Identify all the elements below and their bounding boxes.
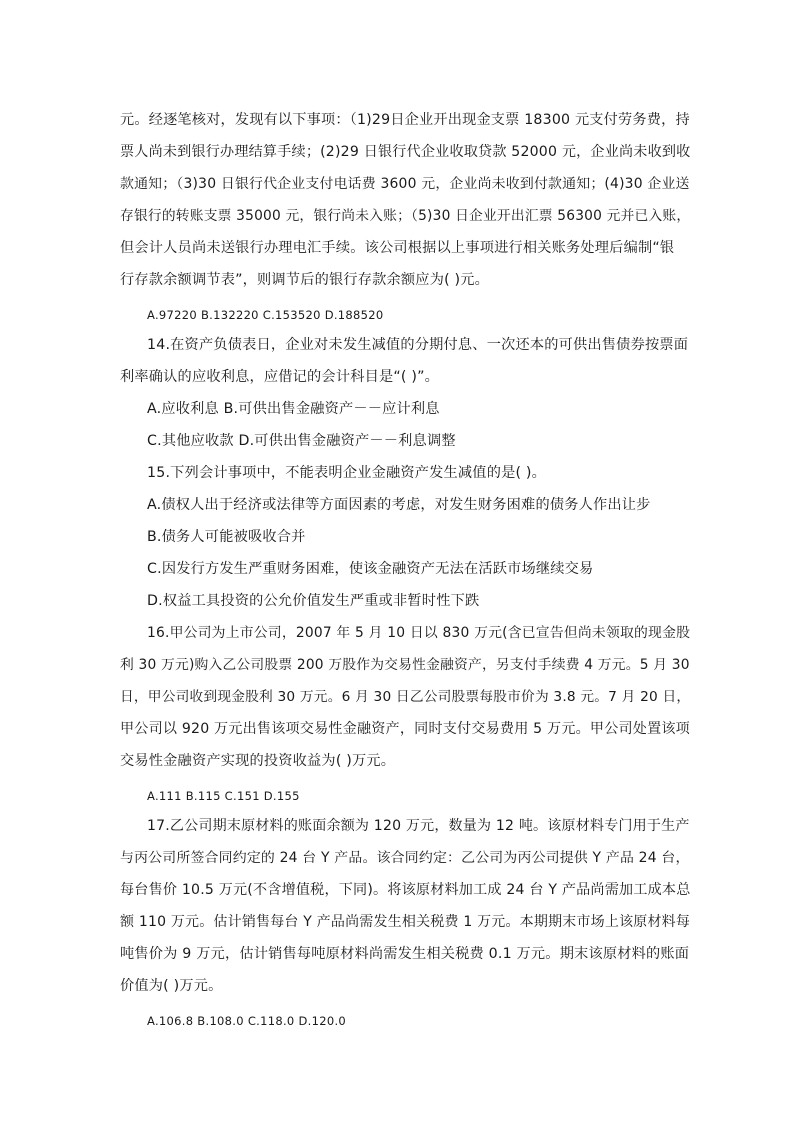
q17-stem-line-5: 吨售价为 9 万元，估计销售每吨原材料尚需发生相关税费 0.1 万元。期末该原材料的账面 <box>120 946 690 962</box>
q17-stem-line-4: 额 110 万元。估计销售每台 Y 产品尚需发生相关税费 1 万元。本期期末市场上该原材料每 <box>120 914 691 930</box>
q16-stem-line-5: 交易性金融资产实现的投资收益为( )万元。 <box>120 753 396 769</box>
q15-option-a: A.债权人出于经济或法律等方面因素的考虑，对发生财务困难的债务人作出让步 <box>147 497 651 513</box>
q13-line-1: 元。经逐笔核对，发现有以下事项：（1)29日企业开出现金支票 18300 元支付劳务费，持 <box>120 112 690 128</box>
q16-stem-line-4: 甲公司以 920 万元出售该项交易性金融资产，同时支付交易费用 5 万元。甲公司处置该项 <box>120 721 690 737</box>
q17-stem-line-1: 17.乙公司期末原材料的账面余额为 120 万元，数量为 12 吨。该原材料专门用于生产 <box>147 818 690 834</box>
q14-options-cd: C.其他应收款 D.可供出售金融资产－－利息调整 <box>147 433 456 449</box>
q13-line-3: 款通知；（3)30 日银行代企业支付电话费 3600 元，企业尚未收到付款通知；(4)30 企业送 <box>120 176 690 192</box>
q13-line-5: 但会计人员尚未送银行办理电汇手续。该公司根据以上事项进行相关账务处理后编制“银 <box>120 240 675 256</box>
q17-options: A.106.8 B.108.0 C.118.0 D.120.0 <box>147 1014 347 1028</box>
q16-stem-line-3: 日，甲公司收到现金股利 30 万元。6 月 30 日乙公司股票每股市价为 3.8 元。7 月 20 日， <box>120 689 691 705</box>
q15-stem: 15.下列会计事项中，不能表明企业金融资产发生减值的是( )。 <box>147 465 547 481</box>
q13-line-6: 行存款余额调节表”，则调节后的银行存款余额应为( )元。 <box>120 272 490 288</box>
q16-stem-line-2: 利 30 万元)购入乙公司股票 200 万股作为交易性金融资产，另支付手续费 4 万元。5 月 30 <box>120 657 690 673</box>
q15-option-c: C.因发行方发生严重财务困难，使该金融资产无法在活跃市场继续交易 <box>147 561 594 577</box>
q13-line-4: 存银行的转账支票 35000 元，银行尚未入账；（5)30 日企业开出汇票 56300 元并已入账， <box>120 208 691 224</box>
q15-option-b: B.债务人可能被吸收合并 <box>147 529 306 545</box>
q17-stem-line-2: 与丙公司所签合同约定的 24 台 Y 产品。该合同约定：乙公司为丙公司提供 Y 产品 24 台， <box>120 850 690 866</box>
q16-options: A.111 B.115 C.151 D.155 <box>147 789 300 803</box>
q17-stem-line-6: 价值为( )万元。 <box>120 978 223 994</box>
q14-stem-line-1: 14.在资产负债表日，企业对未发生减值的分期付息、一次还本的可供出售债券按票面 <box>147 337 689 353</box>
q13-options: A.97220 B.132220 C.153520 D.188520 <box>147 308 384 322</box>
q17-stem-line-3: 每台售价 10.5 万元(不含增值税，下同)。将该原材料加工成 24 台 Y 产品尚需加工成本总 <box>120 882 691 898</box>
q16-stem-line-1: 16.甲公司为上市公司，2007 年 5 月 10 日以 830 万元(含已宣告但尚未领取的现金股 <box>147 625 691 641</box>
q14-options-ab: A.应收利息 B.可供出售金融资产－－应计利息 <box>147 401 440 417</box>
q13-line-2: 票人尚未到银行办理结算手续；(2)29 日银行代企业收取贷款 52000 元，企业尚未收到收 <box>120 144 691 160</box>
q14-stem-line-2: 利率确认的应收利息，应借记的会计科目是“( )”。 <box>120 369 440 385</box>
q15-option-d: D.权益工具投资的公允价值发生严重或非暂时性下跌 <box>147 593 480 609</box>
